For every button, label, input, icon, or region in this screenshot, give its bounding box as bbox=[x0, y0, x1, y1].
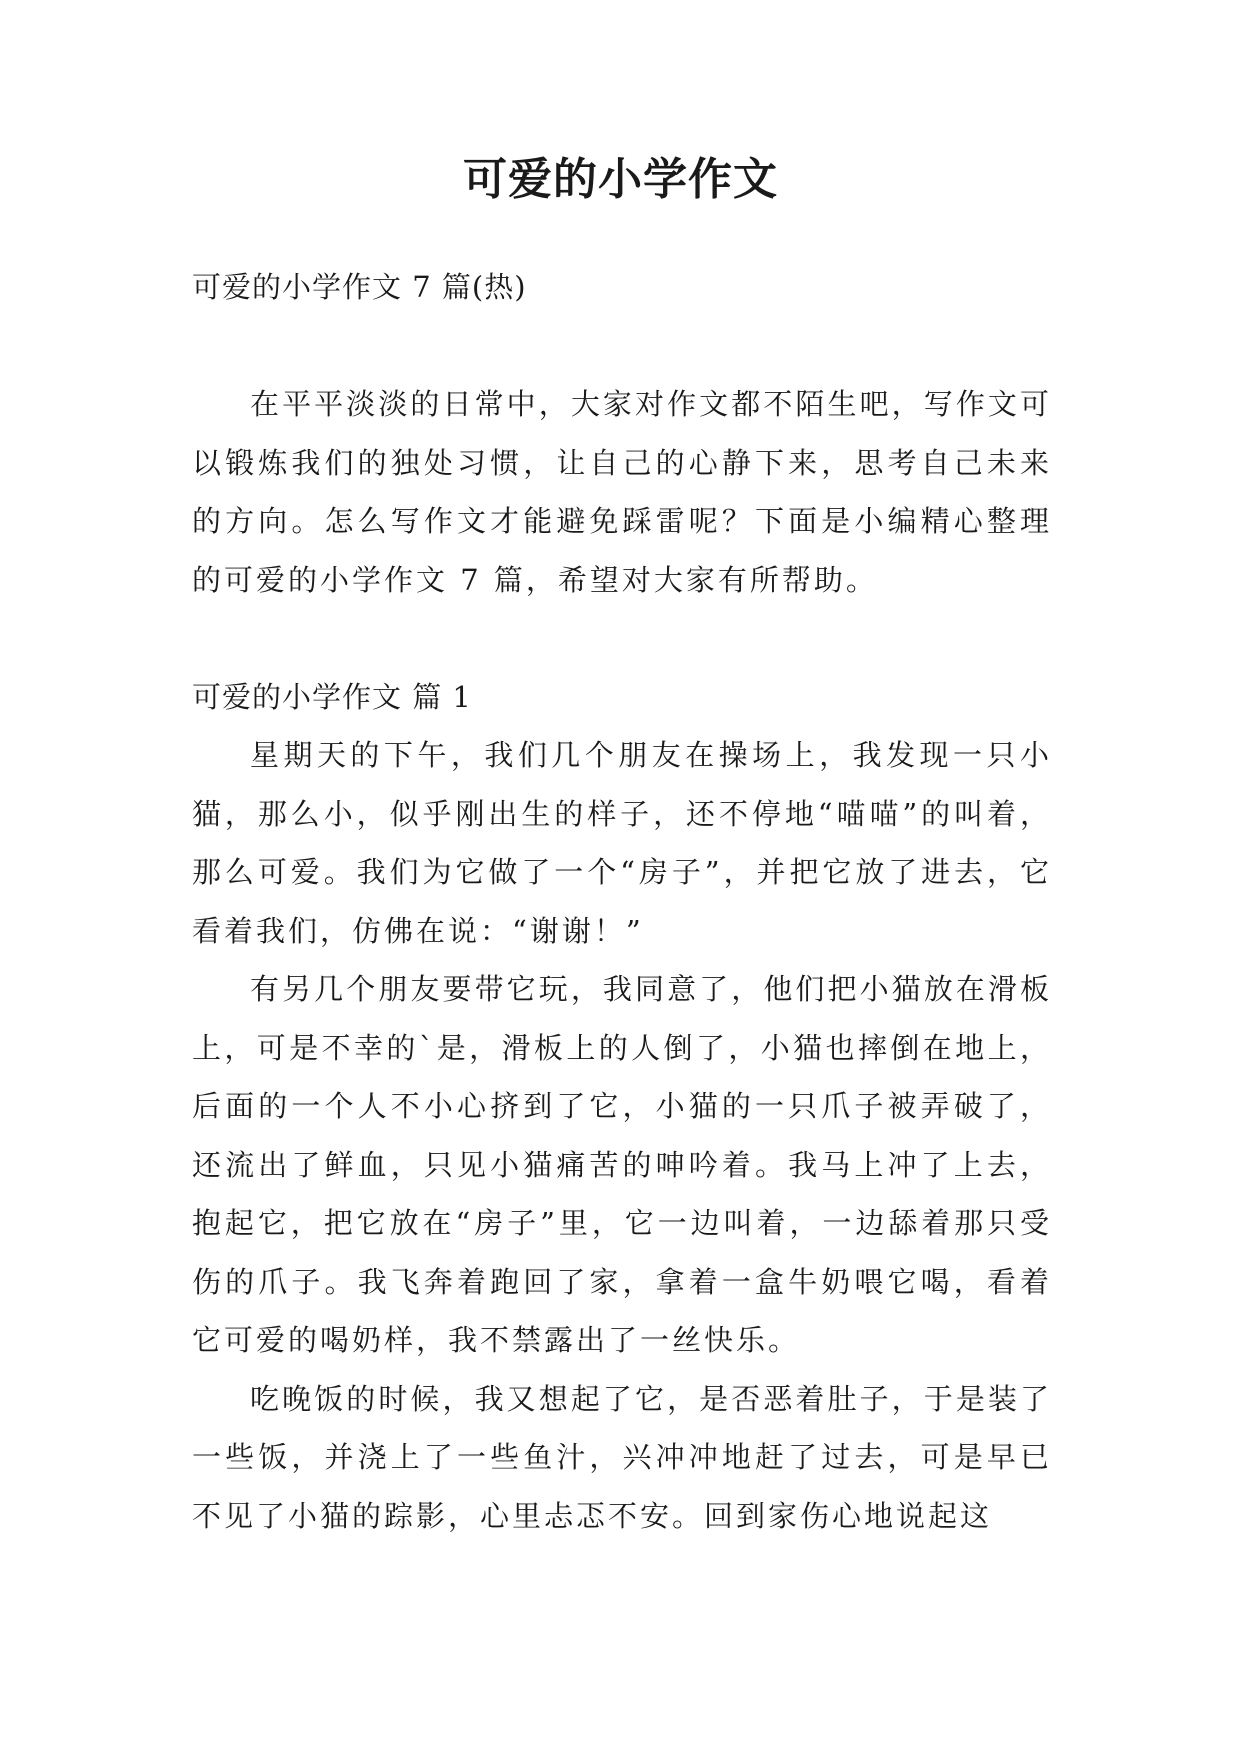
page-title: 可爱的小学作文 bbox=[463, 154, 778, 205]
body-paragraph: 有另几个朋友要带它玩，我同意了，他们把小猫放在滑板上，可是不幸的`是，滑板上的人倒了，小猫也摔倒在地上，后面的一个人不小心挤到了它，小猫的一只爪子被弄破了，还流出了鲜血，只见小猫痛苦的呻吟着。我马上冲了上去，抱起它，把它放在“房子”里，它一边叫着，一边舔着那只受伤的爪子。我飞奔着跑回了家，拿着一盒牛奶喂它喝，看着它可爱的喝奶样，我不禁露出了一丝快乐。 bbox=[192, 972, 1052, 1357]
document-body bbox=[192, 258, 1052, 1545]
body-paragraph: 吃晚饭的时候，我又想起了它，是否恶着肚子，于是装了一些饭，并浇上了一些鱼汁，兴冲冲地赶了过去，可是早已不见了小猫的踪影，心里忐忑不安。回到家伤心地说起这 bbox=[192, 1381, 1052, 1533]
body-paragraph: 星期天的下午，我们几个朋友在操场上，我发现一只小猫，那么小，似乎刚出生的样子，还不停地“喵喵”的叫着，那么可爱。我们为它做了一个“房子”，并把它放了进去，它看着我们，仿佛在说：“谢谢！” bbox=[192, 738, 1052, 948]
document-subtitle: 可爱的小学作文 7 篇(热) bbox=[192, 270, 527, 304]
section-heading: 可爱的小学作文 篇 1 bbox=[192, 679, 472, 714]
intro-paragraph: 在平平淡淡的日常中，大家对作文都不陌生吧，写作文可以锻炼我们的独处习惯，让自己的心静下来，思考自己未来的方向。怎么写作文才能避免踩雷呢？下面是小编精心整理的可爱的小学作文 7 篇，希望对大家有所帮助。 bbox=[192, 387, 1052, 597]
